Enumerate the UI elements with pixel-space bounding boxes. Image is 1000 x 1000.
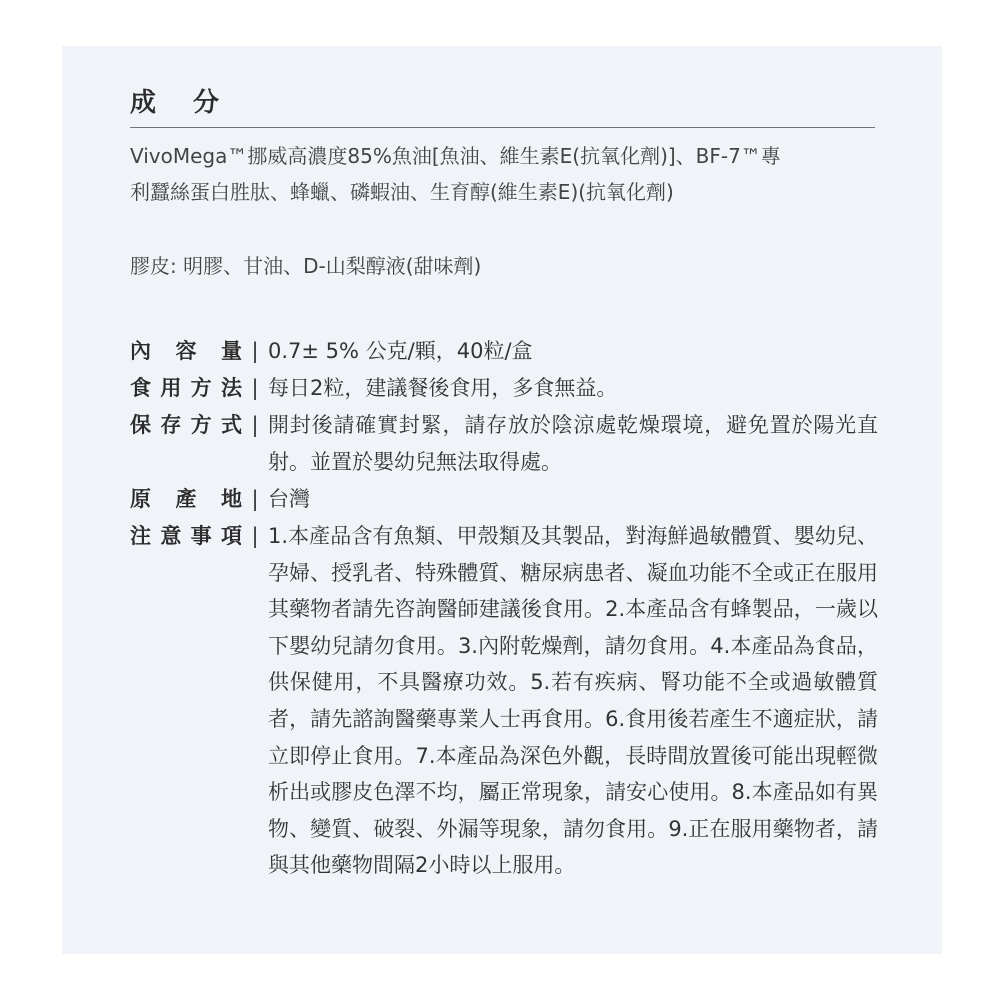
spec-label-char: 產 — [175, 487, 197, 511]
spec-row-origin — [130, 481, 878, 518]
spec-label-char: 容 — [175, 339, 197, 363]
spec-label-char: 方 — [190, 376, 212, 400]
spec-label-char: 食 — [130, 376, 151, 400]
spec-value: 0.7± 5% 公克/顆，40粒/盒 — [268, 339, 533, 363]
spec-label-char: 量 — [221, 339, 242, 363]
spec-separator: | — [251, 413, 259, 437]
spec-separator: | — [251, 487, 259, 511]
spec-label-char: 地 — [221, 487, 242, 511]
section-title: 成 分 — [130, 88, 234, 118]
spec-value: 1.本產品含有魚類、甲殼類及其製品，對海鮮過敏體質、嬰幼兒、孕婦、授乳者、特殊體質、糖尿病患者、凝血功能不全或正在服用其藥物者請先咨詢醫師建議後食用。2.本產品含有蜂製品，一歲以下嬰幼兒請勿食用。3.內附乾燥劑，請勿食用。4.本產品為食品，供保健用，不具醫療功效。5.若有疾病、腎功能不全或過敏體質者，請先諮詢醫藥專業人士再食用。6.食用後若產生不適症狀，請立即停止食用。7.本產品為深色外觀，長時間放置後可能出現輕微析出或膠皮色澤不均，屬正常現象，請安心使用。8.本產品如有異物、變質、破裂、外漏等現象，請勿食用。9.正在服用藥物者，請與其他藥物間隔2小時以上服用。 — [268, 524, 878, 878]
ingredients-line: 利蠶絲蛋白胜肽、蜂蠟、磷蝦油、生育醇(維生素E)(抗氧化劑) — [130, 180, 674, 204]
spec-separator: | — [251, 339, 259, 363]
divider — [130, 127, 875, 128]
spec-label-char: 用 — [160, 376, 182, 400]
spec-label — [130, 333, 242, 370]
spec-label-char: 項 — [220, 524, 242, 548]
spec-label-char: 意 — [160, 524, 182, 548]
spec-row-notes — [130, 518, 878, 884]
spec-row-usage — [130, 370, 878, 407]
spec-value: 開封後請確實封緊，請存放於陰涼處乾燥環境，避免置於陽光直射。並置於嬰幼兒無法取得處。 — [268, 413, 878, 474]
spec-label — [130, 518, 242, 555]
ingredients-line: VivoMega™挪威高濃度85%魚油[魚油、維生素E(抗氧化劑)]、BF-7™專 — [130, 144, 781, 168]
ingredients-text — [130, 138, 878, 210]
spec-label-char: 內 — [130, 339, 151, 363]
spec-label-char: 保 — [130, 413, 151, 437]
spec-value: 每日2粒，建議餐後食用，多食無益。 — [268, 376, 618, 400]
spec-label-char: 法 — [220, 376, 242, 400]
spec-row-storage — [130, 407, 878, 481]
spec-label-char: 注 — [130, 524, 151, 548]
capsule-text: 膠皮: 明膠、甘油、D-山梨醇液(甜味劑) — [130, 254, 482, 278]
spec-row-content — [130, 333, 878, 370]
spec-label — [130, 407, 242, 444]
spec-list — [130, 333, 878, 884]
spec-label-char: 原 — [130, 487, 151, 511]
spec-label — [130, 481, 242, 518]
spec-separator: | — [251, 376, 259, 400]
spec-label-char: 方 — [190, 413, 212, 437]
spec-value: 台灣 — [268, 487, 310, 511]
spec-label-char: 事 — [190, 524, 212, 548]
spec-label — [130, 370, 242, 407]
spec-separator: | — [251, 524, 259, 548]
spec-label-char: 存 — [160, 413, 182, 437]
spec-label-char: 式 — [220, 413, 242, 437]
